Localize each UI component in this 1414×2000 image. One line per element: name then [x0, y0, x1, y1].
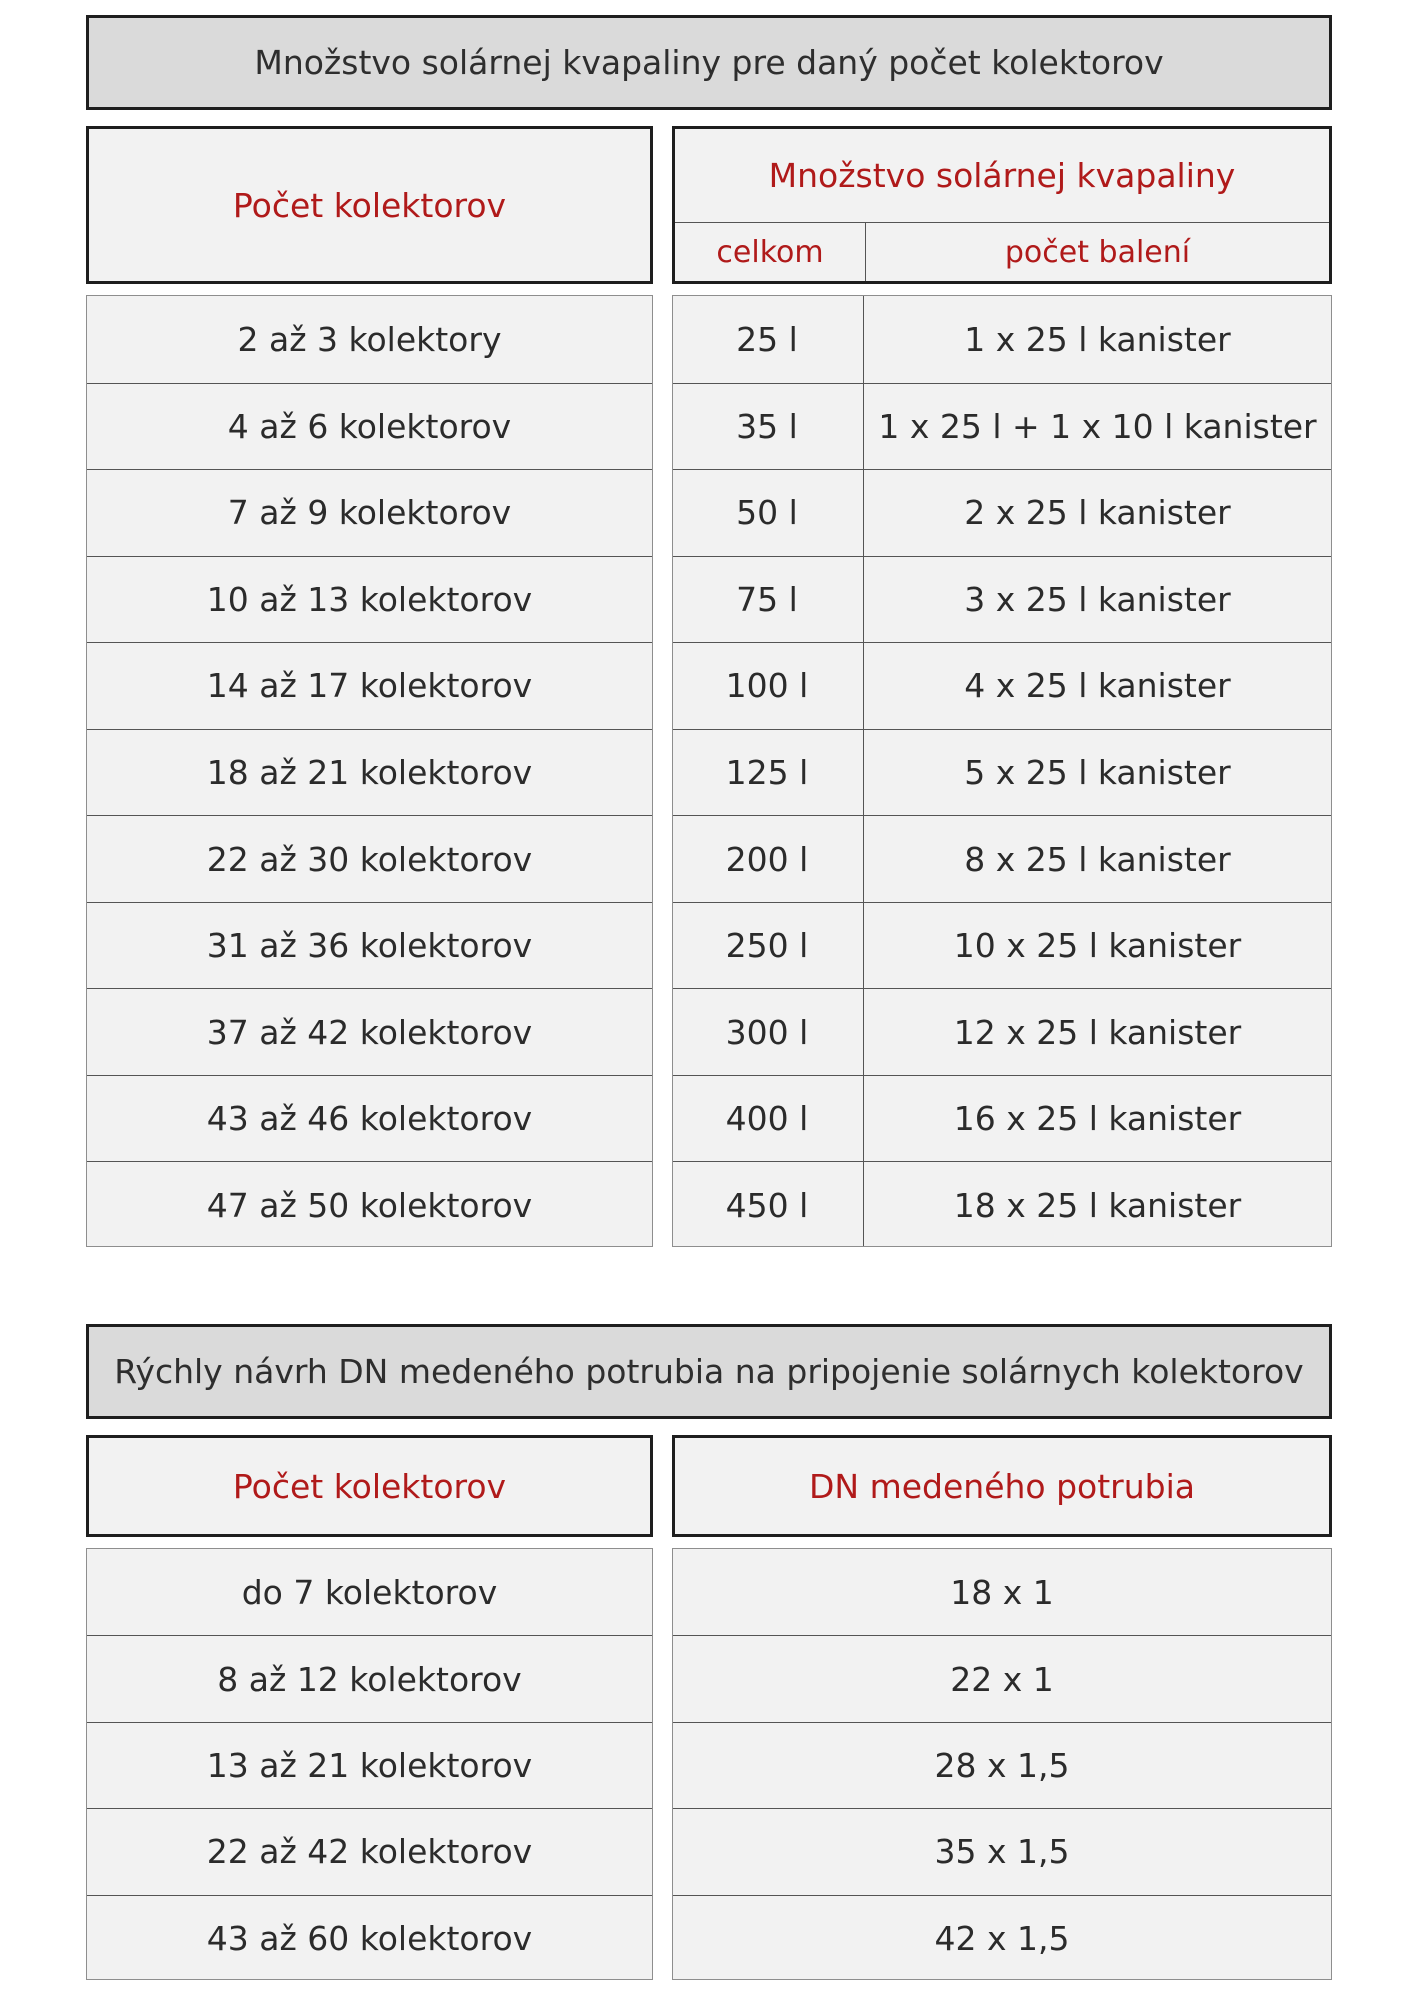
total-cell: 400 l [725, 1099, 809, 1139]
packs-cell: 8 x 25 l kanister [964, 839, 1231, 879]
table1-title-bar [86, 15, 1332, 110]
packs-cell: 16 x 25 l kanister [953, 1099, 1242, 1139]
table2-collectors-row [87, 1635, 652, 1721]
table2-collectors-row [87, 1549, 652, 1635]
table1-collectors-row [87, 642, 652, 729]
packs-cell: 4 x 25 l kanister [964, 666, 1231, 706]
table2-title: Rýchly návrh DN medeného potrubia na pripojenie solárnych kolektorov [114, 1352, 1304, 1391]
table1-collectors-row [87, 815, 652, 902]
table1-fluid-row [673, 296, 1331, 383]
table2-header-collectors [86, 1435, 653, 1537]
total-cell: 35 l [736, 406, 798, 446]
packs-cell: 12 x 25 l kanister [953, 1012, 1242, 1052]
table2-dn-row [673, 1549, 1331, 1635]
table1-collectors-column [86, 295, 653, 1247]
collectors-cell: 31 až 36 kolektorov [206, 926, 533, 966]
table1-header-collectors-label: Počet kolektorov [232, 185, 507, 225]
table1-title: Množstvo solárnej kvapaliny pre daný počet kolektorov [254, 43, 1164, 82]
dn-cell: 22 x 1 [950, 1659, 1054, 1699]
total-cell: 450 l [725, 1185, 809, 1225]
collectors-cell: do 7 kolektorov [241, 1572, 498, 1612]
table1-header-sub-packs: počet balení [1004, 234, 1191, 270]
table1-fluid-row [673, 1161, 1331, 1248]
table2-dn-row [673, 1808, 1331, 1894]
packs-cell: 10 x 25 l kanister [953, 926, 1242, 966]
collectors-cell: 43 až 60 kolektorov [206, 1918, 533, 1958]
table1-fluid-row [673, 383, 1331, 470]
dn-cell: 28 x 1,5 [934, 1745, 1070, 1785]
packs-cell: 3 x 25 l kanister [964, 579, 1231, 619]
table1-collectors-row [87, 988, 652, 1075]
table1-header-fluid [672, 126, 1332, 284]
table2-dn-column [672, 1548, 1332, 1980]
collectors-cell: 4 až 6 kolektorov [227, 406, 512, 446]
collectors-cell: 13 až 21 kolektorov [206, 1745, 533, 1785]
total-cell: 125 l [725, 752, 809, 792]
table1-header-fluid-label: Množstvo solárnej kvapaliny [768, 155, 1236, 195]
table1-fluid-row [673, 815, 1331, 902]
table2-header-dn-label: DN medeného potrubia [809, 1466, 1195, 1506]
table1-fluid-row [673, 642, 1331, 729]
table2-collectors-row [87, 1895, 652, 1981]
table2-dn-row [673, 1895, 1331, 1981]
collectors-cell: 43 až 46 kolektorov [206, 1099, 533, 1139]
total-cell: 50 l [736, 493, 798, 533]
collectors-cell: 37 až 42 kolektorov [206, 1012, 533, 1052]
collectors-cell: 47 až 50 kolektorov [206, 1185, 533, 1225]
table2-dn-row [673, 1635, 1331, 1721]
packs-cell: 5 x 25 l kanister [964, 752, 1231, 792]
table1-collectors-row [87, 383, 652, 470]
table1-fluid-row [673, 988, 1331, 1075]
table1-fluid-row [673, 1075, 1331, 1162]
table2-collectors-row [87, 1808, 652, 1894]
total-cell: 200 l [725, 839, 809, 879]
table1-fluid-row [673, 729, 1331, 816]
packs-cell: 1 x 25 l kanister [964, 319, 1231, 359]
total-cell: 300 l [725, 1012, 809, 1052]
dn-cell: 35 x 1,5 [934, 1832, 1070, 1872]
total-cell: 100 l [725, 666, 809, 706]
table1-collectors-row [87, 296, 652, 383]
table1-fluid-row [673, 902, 1331, 989]
table2-title-bar [86, 1324, 1332, 1419]
collectors-cell: 22 až 42 kolektorov [206, 1832, 533, 1872]
collectors-cell: 10 až 13 kolektorov [206, 579, 533, 619]
table2-collectors-column [86, 1548, 653, 1980]
packs-cell: 1 x 25 l + 1 x 10 l kanister [878, 406, 1317, 446]
table1-fluid-row [673, 469, 1331, 556]
total-cell: 25 l [736, 319, 798, 359]
table1-header-collectors [86, 126, 653, 284]
dn-cell: 42 x 1,5 [934, 1918, 1070, 1958]
table1-collectors-row [87, 902, 652, 989]
collectors-cell: 2 až 3 kolektory [237, 319, 502, 359]
collectors-cell: 18 až 21 kolektorov [206, 752, 533, 792]
collectors-cell: 22 až 30 kolektorov [206, 839, 533, 879]
total-cell: 75 l [736, 579, 798, 619]
table2-header-collectors-label: Počet kolektorov [232, 1466, 507, 1506]
total-cell: 250 l [725, 926, 809, 966]
table2-collectors-row [87, 1722, 652, 1808]
table1-collectors-row [87, 729, 652, 816]
table1-collectors-row [87, 556, 652, 643]
table1-fluid-row [673, 556, 1331, 643]
table1-collectors-row [87, 1161, 652, 1248]
table2-header-dn [672, 1435, 1332, 1537]
collectors-cell: 7 až 9 kolektorov [227, 493, 512, 533]
table1-collectors-row [87, 469, 652, 556]
collectors-cell: 14 až 17 kolektorov [206, 666, 533, 706]
collectors-cell: 8 až 12 kolektorov [217, 1659, 522, 1699]
packs-cell: 18 x 25 l kanister [953, 1185, 1242, 1225]
table1-collectors-row [87, 1075, 652, 1162]
dn-cell: 18 x 1 [950, 1572, 1054, 1612]
packs-cell: 2 x 25 l kanister [964, 493, 1231, 533]
table2-dn-row [673, 1722, 1331, 1808]
table1-header-sub-total: celkom [716, 234, 824, 270]
table1-fluid-columns [672, 295, 1332, 1247]
